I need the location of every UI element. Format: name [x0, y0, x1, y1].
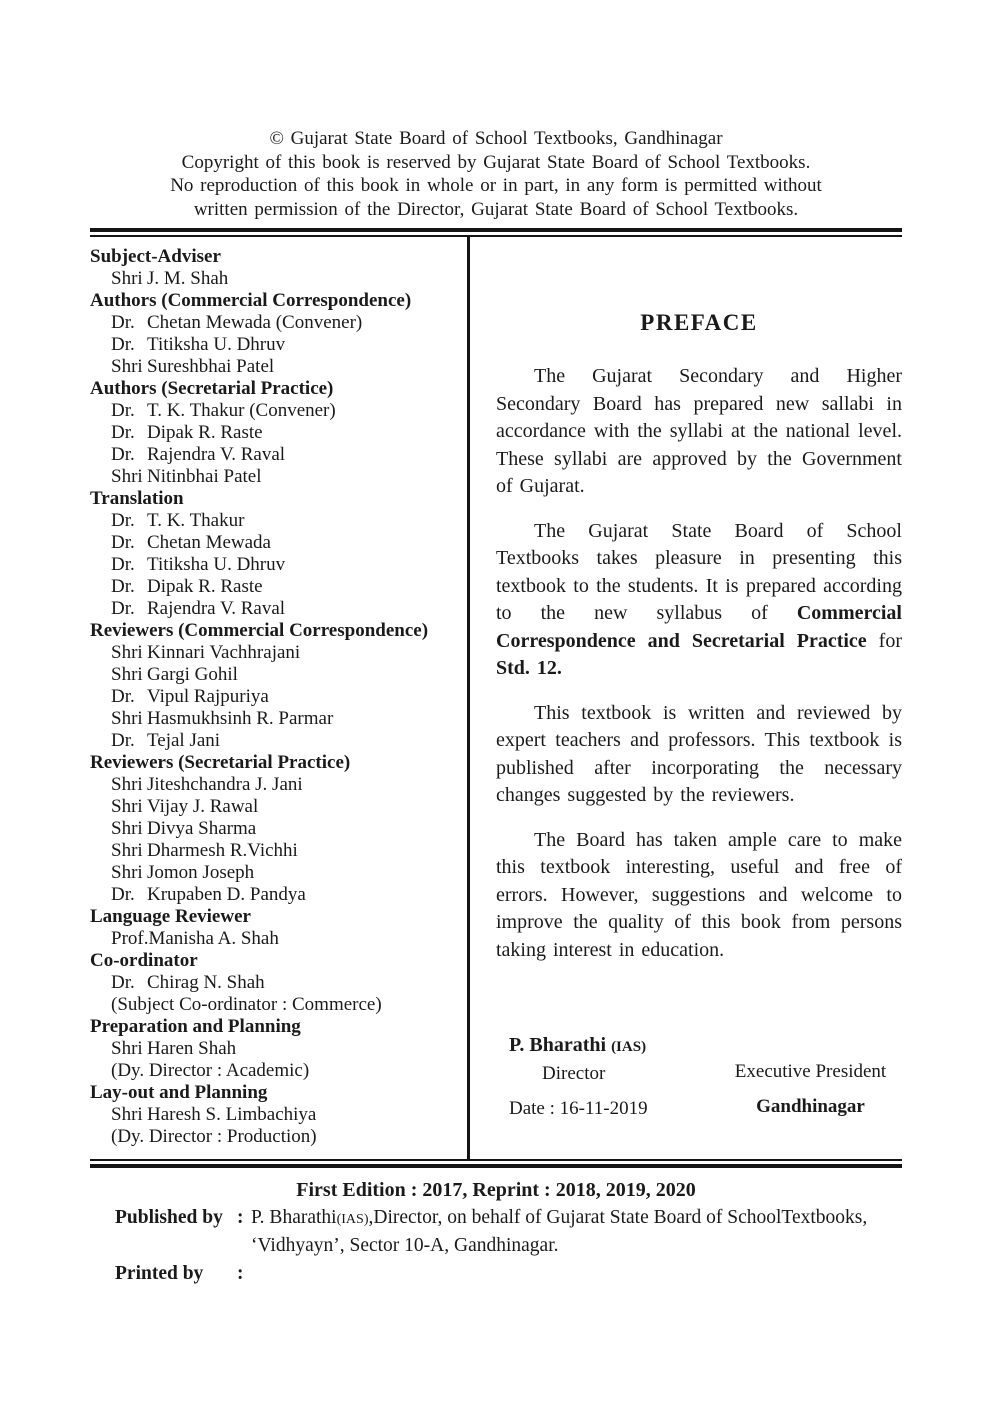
- credit-entry-name: Manisha A. Shah: [148, 928, 279, 949]
- credit-entry-prefix: Shri: [111, 708, 143, 729]
- preface-paragraph-2-bold-title: Commercial Correspondence and Secretarial Practice: [496, 602, 902, 652]
- credit-entry-name: Gargi Gohil: [147, 664, 238, 685]
- credit-entry-prefix: Dr.: [111, 422, 135, 443]
- credit-entry: [90, 554, 467, 576]
- credit-entry-name: Hasmukhsinh R. Parmar: [147, 708, 334, 729]
- credit-entry-prefix: Dr.: [111, 884, 135, 905]
- signature-date: Date : 16-11-2019: [509, 1098, 648, 1119]
- credit-entry-name: Haren Shah: [147, 1038, 237, 1059]
- credit-entry: [90, 312, 467, 334]
- signature-left-column: [509, 1032, 719, 1124]
- published-by-text: [251, 1205, 902, 1259]
- credit-section: [90, 246, 467, 290]
- printed-by-colon: :: [237, 1263, 244, 1284]
- credit-entry: [90, 1060, 467, 1082]
- credit-entry-prefix: Shri: [111, 774, 143, 795]
- credit-entry: [90, 884, 467, 906]
- credit-entry: [90, 664, 467, 686]
- edition-line: First Edition : 2017, Reprint : 2018, 2019, 2020: [296, 1179, 696, 1201]
- credit-entry-name: (Dy. Director : Academic): [111, 1060, 310, 1081]
- credit-entry-name: (Subject Co-ordinator : Commerce): [111, 994, 382, 1015]
- credit-entry-name: Sureshbhai Patel: [147, 356, 275, 377]
- credit-entry: [90, 840, 467, 862]
- credit-section-heading: Lay-out and Planning: [90, 1082, 268, 1103]
- credit-entry: [90, 708, 467, 730]
- preface-paragraph-4: The Board has taken ample care to make this textbook interesting, useful and free of errors. However, suggestions and welcome to improve the quality of this book from persons taking interest in education.: [496, 828, 902, 961]
- printed-by-text: [251, 1261, 902, 1287]
- credit-entry-name: T. K. Thakur: [147, 510, 245, 531]
- credit-entry-prefix: Shri: [111, 466, 143, 487]
- published-by-line-2: ‘Vidhyayn’, Sector 10-A, Gandhinagar.: [251, 1235, 559, 1256]
- credit-entry-name: Haresh S. Limbachiya: [147, 1104, 317, 1125]
- signatory-name: [509, 1032, 719, 1060]
- preface-paragraph-1: The Gujarat Secondary and Higher Secondary Board has prepared new sallabi in accordance with the syllabi at the national level. These syllabi are approved by the Government of Gujarat.: [496, 365, 902, 497]
- credit-entry-prefix: Shri: [111, 356, 143, 377]
- credit-entry: [90, 862, 467, 884]
- preface-paragraph-2-bold-std: Std. 12.: [496, 657, 562, 679]
- published-by-rest: ,Director, on behalf of Gujarat State Board of SchoolTextbooks,: [368, 1207, 868, 1228]
- published-by-ias-suffix: (IAS): [336, 1212, 369, 1227]
- preface-section: [470, 237, 902, 1159]
- credit-entry: [90, 576, 467, 598]
- signatory-name-text: P. Bharathi: [509, 1034, 612, 1056]
- credit-entry-name: J. M. Shah: [147, 268, 229, 289]
- preface-paragraph-3: This textbook is written and reviewed by expert teachers and professors. This textbook is published after incorporating the necessary changes suggested by the reviewers.: [496, 701, 902, 806]
- credit-entry: [90, 818, 467, 840]
- published-by-line-1: [251, 1205, 902, 1233]
- copyright-line-1: © Gujarat State Board of School Textbooks, Gandhinagar: [269, 128, 723, 149]
- copyright-line-3: No reproduction of this book in whole or in part, in any form is permitted without: [170, 175, 822, 196]
- credit-entry: [90, 466, 467, 488]
- credit-entry-name: Kinnari Vachhrajani: [147, 642, 301, 663]
- credit-entry: [90, 356, 467, 378]
- printed-by-label: Printed by: [115, 1263, 204, 1284]
- credit-entry-prefix: Prof.: [111, 928, 149, 949]
- credit-entry-prefix: Dr.: [111, 598, 135, 619]
- printed-by-row: [115, 1261, 902, 1287]
- credit-entry-prefix: Dr.: [111, 554, 135, 575]
- bottom-double-rule: [90, 1159, 902, 1168]
- credit-section-heading: Subject-Adviser: [90, 246, 221, 267]
- credit-entry-prefix: Dr.: [111, 532, 135, 553]
- credit-entry: [90, 422, 467, 444]
- credit-entry-prefix: Dr.: [111, 730, 135, 751]
- copyright-line-4: written permission of the Director, Gujarat State Board of School Textbooks.: [193, 198, 799, 220]
- credit-section-heading: Language Reviewer: [90, 906, 251, 927]
- preface-paragraph-2-start: The Gujarat State Board of School Textbooks takes pleasure in presenting this textbook to the students. It is prepared according to the new syllabus of: [496, 519, 902, 624]
- credit-section-heading: Authors (Commercial Correspondence): [90, 290, 412, 311]
- credit-section: [90, 378, 467, 488]
- credit-section: [90, 950, 467, 1016]
- credit-entry-name: Chetan Mewada (Convener): [147, 312, 363, 333]
- credit-entry: [90, 928, 467, 950]
- credit-entry-name: Rajendra V. Raval: [147, 598, 286, 619]
- credit-entry-prefix: Shri: [111, 862, 143, 883]
- credit-section: [90, 1082, 467, 1148]
- signature-spacer: [719, 1032, 902, 1058]
- credit-entry: [90, 598, 467, 620]
- credit-entry-prefix: Dr.: [111, 686, 135, 707]
- credit-entry: [90, 774, 467, 796]
- credit-section: [90, 1016, 467, 1082]
- credit-entry-name: Divya Sharma: [147, 818, 257, 839]
- credit-entry-name: Vipul Rajpuriya: [147, 686, 269, 707]
- credit-section-heading: Reviewers (Commercial Correspondence): [90, 620, 429, 641]
- published-by-colon: :: [237, 1207, 244, 1228]
- credit-section-heading: Translation: [90, 488, 184, 509]
- signature-block: [496, 1032, 902, 1124]
- credit-entry-name: T. K. Thakur (Convener): [147, 400, 336, 421]
- credit-entry: [90, 334, 467, 356]
- credit-entry: [90, 400, 467, 422]
- credit-entry-prefix: Dr.: [111, 972, 135, 993]
- credit-entry-prefix: Shri: [111, 1038, 143, 1059]
- credit-entry-name: Chetan Mewada: [147, 532, 271, 553]
- signature-place: Gandhinagar: [756, 1096, 865, 1117]
- credit-section-heading: Preparation and Planning: [90, 1016, 301, 1037]
- credit-entry-prefix: Dr.: [111, 400, 135, 421]
- credit-entry-prefix: Shri: [111, 268, 143, 289]
- credit-section-heading: Co-ordinator: [90, 950, 198, 971]
- preface-paragraph-2-mid: for: [866, 629, 902, 652]
- top-double-rule: [90, 228, 902, 237]
- credit-section: [90, 488, 467, 620]
- signatory-name-suffix: (IAS): [611, 1039, 647, 1055]
- credit-entry-name: Jiteshchandra J. Jani: [147, 774, 303, 795]
- credit-entry-prefix: Shri: [111, 642, 143, 663]
- credit-entry: [90, 444, 467, 466]
- credit-entry-name: (Dy. Director : Production): [111, 1126, 317, 1147]
- signature-right-column: [719, 1032, 902, 1124]
- credit-entry-name: Krupaben D. Pandya: [147, 884, 306, 905]
- credit-entry-name: Dipak R. Raste: [147, 422, 263, 443]
- credit-entry-prefix: Dr.: [111, 444, 135, 465]
- credit-entry: [90, 972, 467, 994]
- credit-entry-name: Titiksha U. Dhruv: [147, 554, 286, 575]
- credit-entry-prefix: Dr.: [111, 510, 135, 531]
- credit-section: [90, 906, 467, 950]
- credit-entry: [90, 532, 467, 554]
- credit-entry: [90, 1126, 467, 1148]
- credit-entry: [90, 994, 467, 1016]
- published-by-row: [115, 1205, 902, 1259]
- signatory-role-director: Director: [542, 1063, 606, 1084]
- credit-entry-name: Tejal Jani: [147, 730, 221, 751]
- two-column-band: [90, 237, 902, 1159]
- credit-entry-prefix: Shri: [111, 1104, 143, 1125]
- credit-section: [90, 752, 467, 906]
- credit-entry: [90, 686, 467, 708]
- credit-entry-prefix: Shri: [111, 796, 143, 817]
- credit-entry-prefix: Dr.: [111, 576, 135, 597]
- credit-entry-name: Dharmesh R.Vichhi: [147, 840, 298, 861]
- credit-entry-prefix: Dr.: [111, 334, 135, 355]
- published-by-name: P. Bharathi: [251, 1207, 337, 1228]
- credit-section: [90, 620, 467, 752]
- credit-entry-name: Nitinbhai Patel: [147, 466, 262, 487]
- preface-title: PREFACE: [640, 310, 758, 335]
- credit-entry: [90, 796, 467, 818]
- credit-section-heading: Authors (Secretarial Practice): [90, 378, 334, 399]
- credit-entry-name: Rajendra V. Raval: [147, 444, 286, 465]
- credit-entry-prefix: Shri: [111, 664, 143, 685]
- credit-entry: [90, 730, 467, 752]
- credit-entry-name: Jomon Joseph: [147, 862, 255, 883]
- credit-entry-name: Titiksha U. Dhruv: [147, 334, 286, 355]
- credit-section: [90, 290, 467, 378]
- published-by-label: Published by: [115, 1207, 223, 1228]
- credit-entry: [90, 268, 467, 290]
- credit-entry-name: Chirag N. Shah: [147, 972, 265, 993]
- credit-entry-prefix: Shri: [111, 840, 143, 861]
- credit-entry-prefix: Dr.: [111, 312, 135, 333]
- credit-entry-name: Dipak R. Raste: [147, 576, 263, 597]
- credit-entry: [90, 1038, 467, 1060]
- copyright-notice: [90, 0, 902, 221]
- copyright-line-2: Copyright of this book is reserved by Gujarat State Board of School Textbooks.: [181, 151, 811, 173]
- signatory-role-executive-president: Executive President: [734, 1061, 887, 1082]
- credit-entry: [90, 1104, 467, 1126]
- preface-paragraph-2: [496, 518, 902, 683]
- credit-entry: [90, 510, 467, 532]
- credits-column: [90, 237, 467, 1159]
- credit-entry: [90, 642, 467, 664]
- credit-entry-name: Vijay J. Rawal: [147, 796, 259, 817]
- credit-section-heading: Reviewers (Secretarial Practice): [90, 752, 351, 773]
- credit-entry-prefix: Shri: [111, 818, 143, 839]
